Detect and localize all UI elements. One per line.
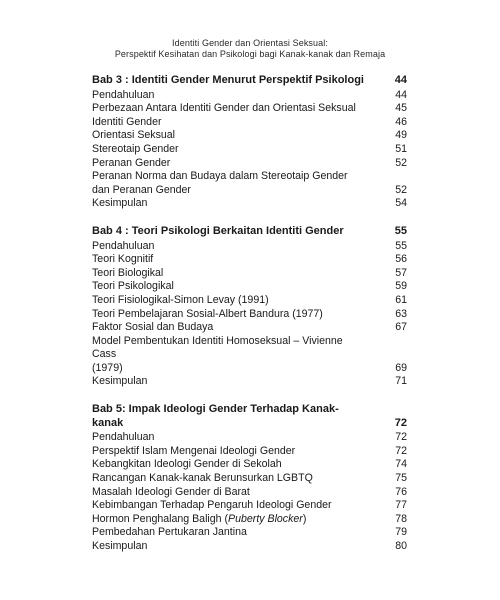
toc-entry[interactable]	[92, 184, 407, 198]
toc-entry-page: 51	[395, 142, 407, 155]
toc-entry-label: Model Pembentukan Identiti Homoseksual – Vivienne Cass	[92, 334, 343, 361]
toc-entry-page: 72	[395, 444, 407, 457]
toc-entry-page: 76	[395, 485, 407, 498]
toc-entry[interactable]	[92, 375, 407, 389]
toc-entry-page: 45	[395, 102, 407, 115]
toc-entry-label: Kebimbangan Terhadap Pengaruh Ideologi Gender	[92, 499, 332, 512]
toc-entry-page: 74	[395, 458, 407, 471]
toc-entry-label: Teori Kognitif	[92, 253, 154, 266]
toc-entry[interactable]	[92, 362, 407, 376]
toc-entry-page: 79	[395, 526, 407, 539]
toc-entry-label: Faktor Sosial dan Budaya	[92, 321, 214, 334]
toc-entry[interactable]	[92, 540, 407, 554]
toc-entry-page: 78	[395, 512, 407, 525]
toc-chapter-4	[92, 225, 407, 389]
toc-entry-label: Masalah Ideologi Gender di Barat	[92, 485, 250, 498]
toc-entry-label: Perbezaan Antara Identiti Gender dan Orientasi Seksual	[92, 102, 356, 115]
toc-entry-label: Perspektif Islam Mengenai Ideologi Gender	[92, 444, 296, 457]
toc-entry-label-italic: Puberty Blocker	[228, 512, 303, 525]
toc-entry[interactable]	[92, 253, 407, 267]
toc-entry-label: Kesimpulan	[92, 540, 148, 552]
toc-entry-label: dan Peranan Gender	[92, 183, 191, 196]
toc-entry-label: Teori Biologikal	[92, 266, 164, 279]
toc-entry[interactable]	[92, 102, 407, 116]
chapter-heading[interactable]	[92, 225, 407, 239]
toc-entry-label: Pendahuluan	[92, 239, 155, 252]
toc-entry[interactable]	[92, 197, 407, 211]
chapter-heading[interactable]	[92, 403, 407, 430]
toc-entry-label: Identiti Gender	[92, 115, 162, 128]
toc-entry-page: 44	[395, 88, 407, 101]
toc-entry[interactable]	[92, 143, 407, 157]
chapter-title: Bab 3 : Identiti Gender Menurut Perspektif Psikologi	[92, 74, 364, 86]
running-header	[0, 38, 500, 60]
chapter-title: Bab 4 : Teori Psikologi Berkaitan Identiti Gender	[92, 224, 344, 237]
toc-entry[interactable]	[92, 89, 407, 103]
chapter-page-number: 72	[394, 416, 407, 429]
toc-entry[interactable]	[92, 280, 407, 294]
toc-entry-page: 63	[395, 307, 407, 320]
toc-entry-label: Pembedahan Pertukaran Jantina	[92, 526, 247, 539]
toc-entry[interactable]	[92, 157, 407, 171]
toc-entry-page: 75	[395, 472, 407, 485]
toc-chapter-5	[92, 403, 407, 554]
toc-entry[interactable]	[92, 486, 407, 500]
toc-entry-page: 49	[395, 129, 407, 142]
toc-entry-page: 52	[395, 156, 407, 169]
toc-entry-page: 54	[395, 197, 407, 210]
toc-entry-page: 59	[395, 280, 407, 293]
toc-entry-label: Rancangan Kanak-kanak Berunsurkan LGBTQ	[92, 472, 313, 485]
toc-entry-label: (1979)	[92, 361, 123, 374]
toc-entry-label: Teori Fisiologikal-Simon Levay (1991)	[92, 293, 269, 306]
toc-entry-page: 61	[395, 293, 407, 306]
toc-entry-label: Peranan Gender	[92, 156, 171, 169]
toc-entry[interactable]	[92, 458, 407, 472]
toc-entry-label: Teori Pembelajaran Sosial-Albert Bandura (1977)	[92, 307, 323, 320]
toc-entry-page: 57	[395, 266, 407, 279]
toc-entry[interactable]	[92, 526, 407, 540]
toc-entry[interactable]	[92, 129, 407, 143]
toc-entry[interactable]	[92, 335, 407, 362]
running-header-line-2: Perspektif Kesihatan dan Psikologi bagi Kanak-kanak dan Remaja	[114, 49, 386, 59]
toc-entry[interactable]	[92, 267, 407, 281]
toc-entry-label	[92, 513, 387, 527]
toc-entry[interactable]	[92, 445, 407, 459]
toc-entry[interactable]	[92, 472, 407, 486]
table-of-contents	[92, 74, 407, 554]
toc-entry-label: Stereotaip Gender	[92, 142, 179, 155]
toc-entry-page: 55	[395, 239, 407, 252]
chapter-page-number: 44	[394, 74, 407, 86]
chapter-heading[interactable]	[92, 74, 407, 88]
toc-entry[interactable]	[92, 431, 407, 445]
toc-entry[interactable]	[92, 116, 407, 130]
toc-entry-label: Kesimpulan	[92, 197, 148, 210]
toc-entry-label: Kebangkitan Ideologi Gender di Sekolah	[92, 458, 282, 471]
toc-entry-label: Pendahuluan	[92, 431, 155, 444]
toc-entry-page: 46	[395, 115, 407, 128]
toc-entry-label: Orientasi Seksual	[92, 129, 176, 142]
toc-entry-page: 80	[395, 540, 407, 552]
toc-entry-label: Kesimpulan	[92, 375, 148, 388]
toc-entry-label: Peranan Norma dan Budaya dalam Stereotaip Gender	[92, 170, 348, 183]
toc-entry[interactable]	[92, 170, 407, 184]
toc-entry-label-suffix: )	[302, 512, 307, 525]
chapter-page-number: 55	[394, 224, 407, 237]
toc-entry-page: 52	[395, 183, 407, 196]
running-header-line-1: Identiti Gender dan Orientasi Seksual:	[172, 38, 328, 48]
toc-entry-page: 72	[395, 431, 407, 444]
toc-entry-page: 71	[395, 375, 407, 388]
chapter-title: Bab 5: Impak Ideologi Gender Terhadap Kanak-kanak	[92, 403, 339, 429]
toc-entry-label: Teori Psikologikal	[92, 280, 174, 293]
toc-entry[interactable]	[92, 499, 407, 513]
toc-entry-page: 56	[395, 253, 407, 266]
toc-entry-page: 69	[395, 361, 407, 374]
toc-entry[interactable]	[92, 321, 407, 335]
toc-entry-page: 67	[395, 321, 407, 334]
toc-entry-label: Pendahuluan	[92, 88, 155, 101]
toc-entry[interactable]	[92, 513, 407, 527]
toc-chapter-3	[92, 74, 407, 211]
toc-entry[interactable]	[92, 240, 407, 254]
toc-entry[interactable]	[92, 308, 407, 322]
toc-entry[interactable]	[92, 294, 407, 308]
toc-entry-label-prefix: Hormon Penghalang Baligh (	[92, 512, 229, 525]
toc-entry-page: 77	[395, 499, 407, 512]
